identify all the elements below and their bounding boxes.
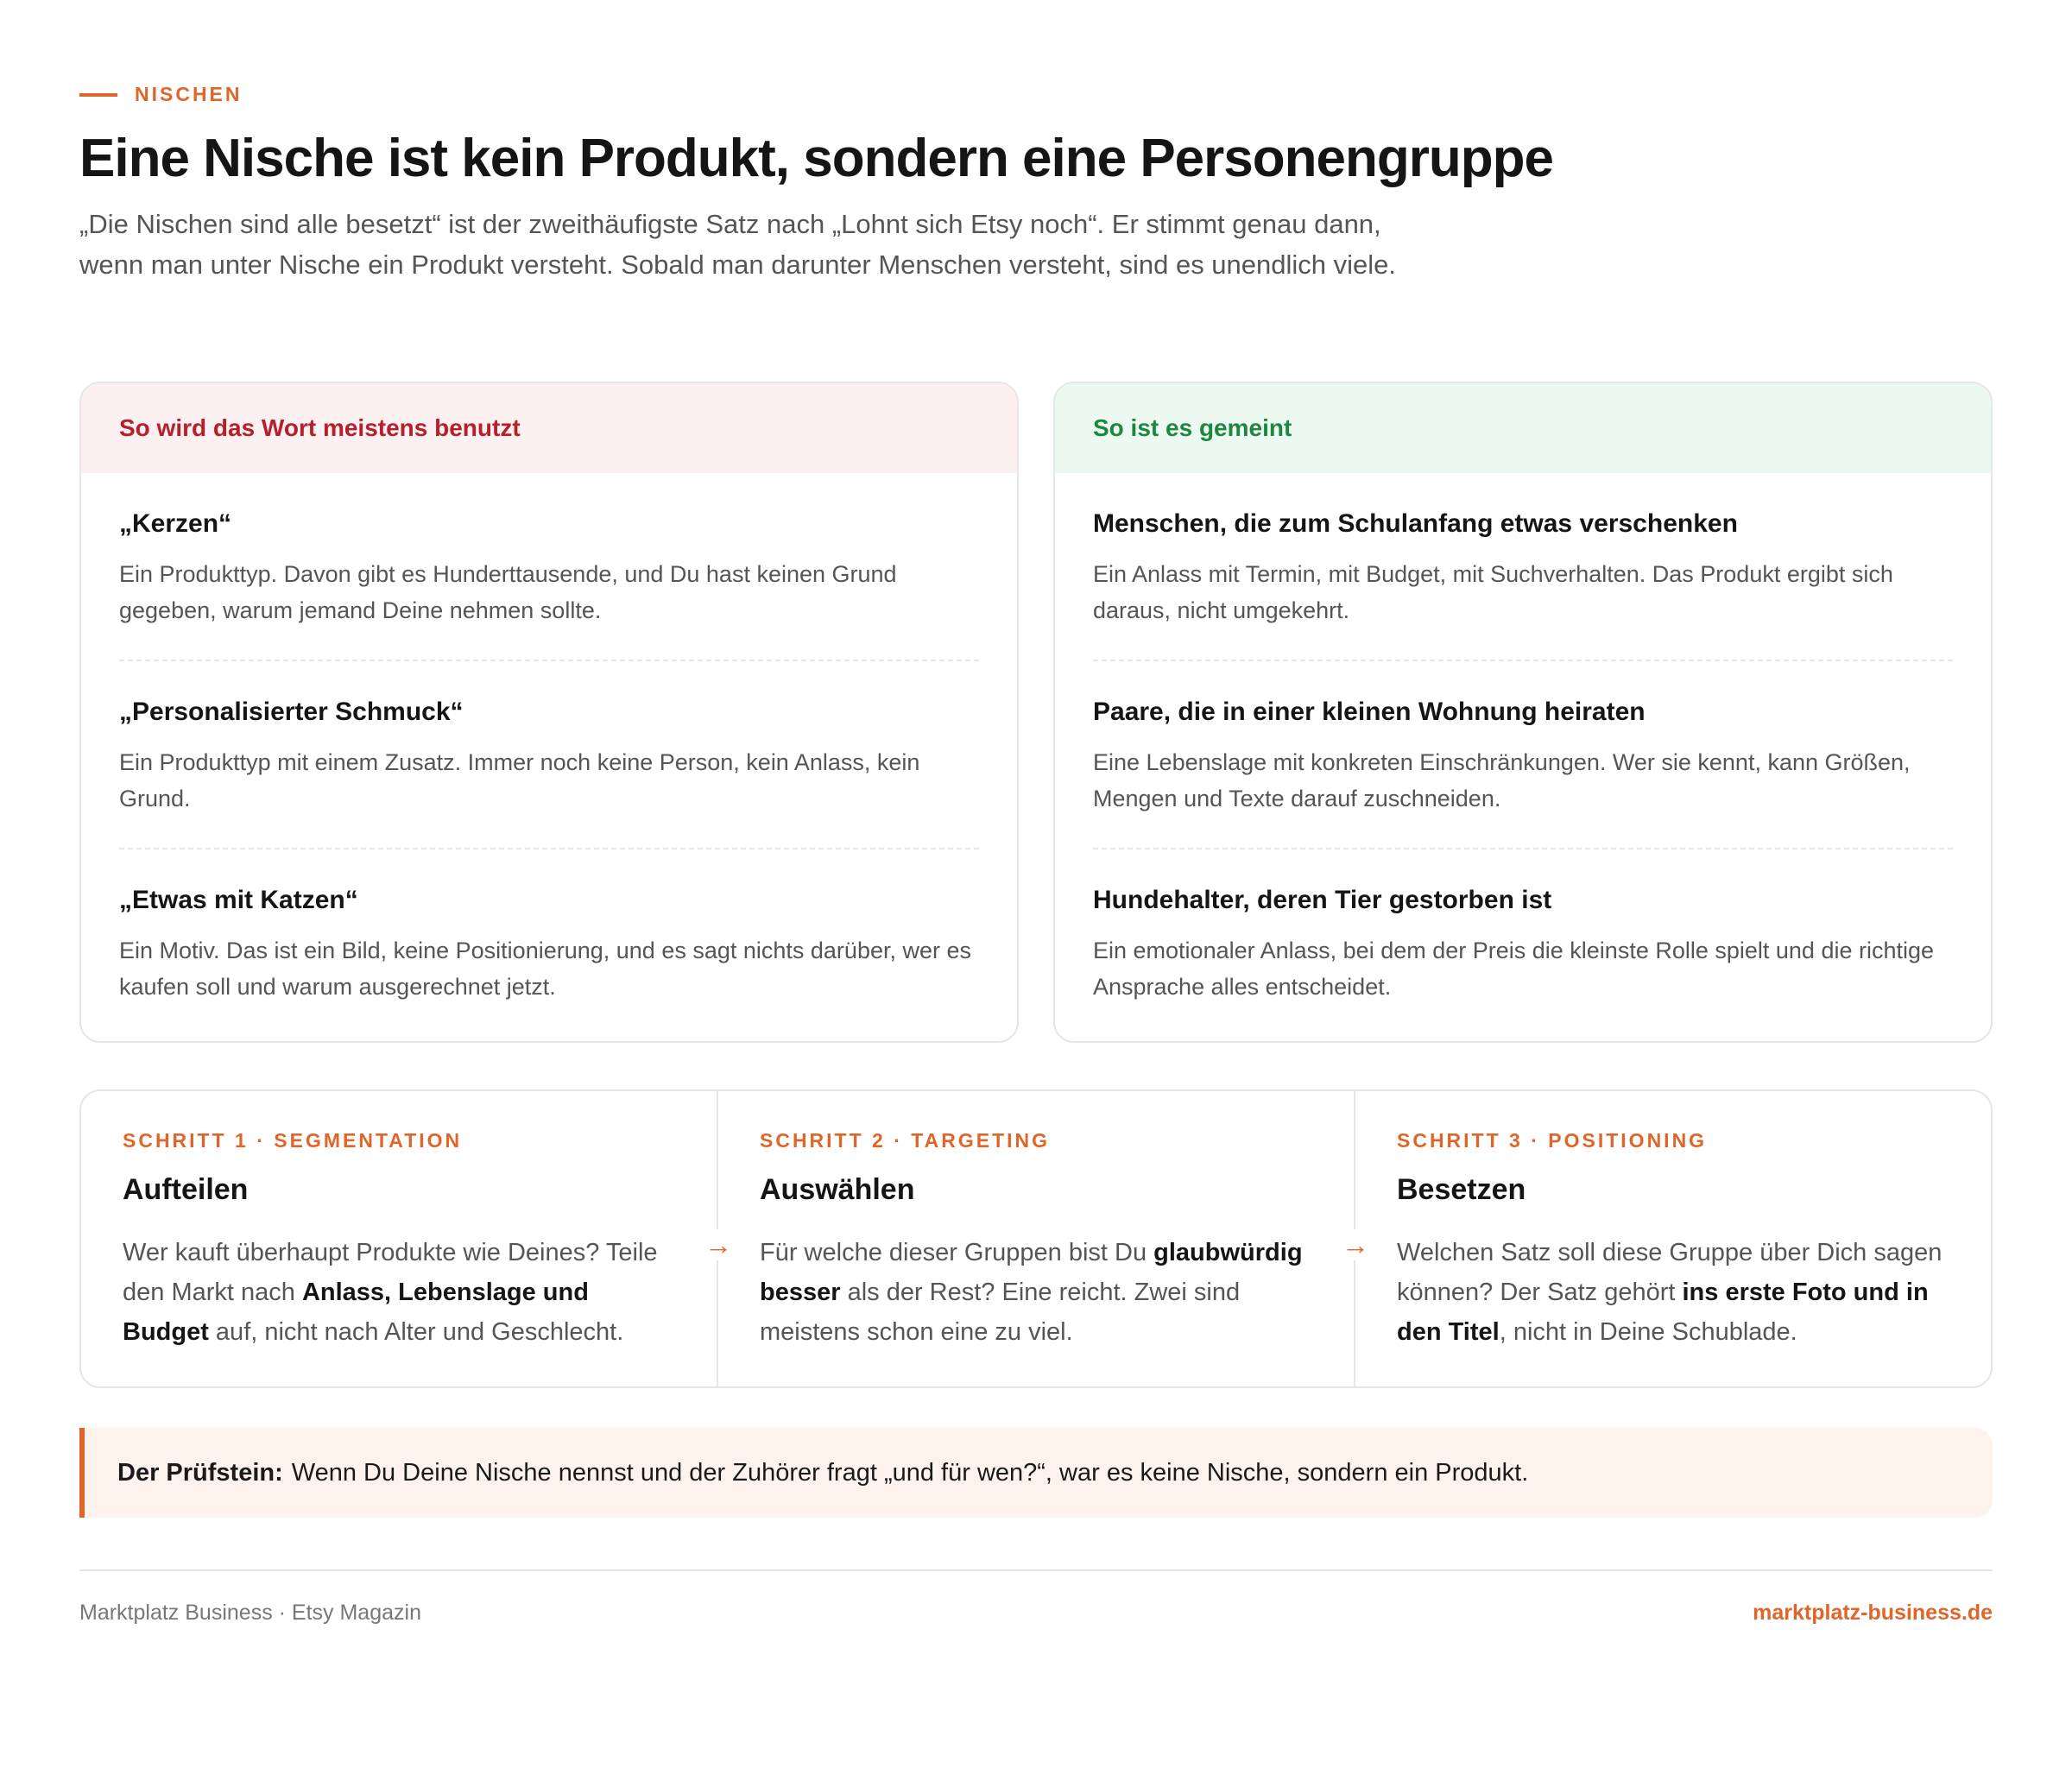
step-eyebrow: SCHRITT 3 · POSITIONING — [1397, 1129, 1708, 1152]
steps-section — [79, 1089, 1993, 1388]
meaning-item-title: Hundehalter, deren Tier gestorben ist — [1093, 886, 1552, 914]
arrow-right-icon: → — [704, 1229, 732, 1260]
step-title: Auswählen — [760, 1173, 915, 1206]
step-title: Besetzen — [1397, 1173, 1526, 1206]
callout-text: Wenn Du Deine Nische nennst und der Zuhörer fragt „und für wen?“, war es keine Nische, sondern ein Produkt. — [291, 1458, 1529, 1487]
step-eyebrow: SCHRITT 1 · SEGMENTATION — [123, 1129, 463, 1152]
misuse-card-heading: So wird das Wort meistens benutzt — [81, 383, 1017, 473]
misuse-item — [119, 661, 979, 849]
callout-label: Der Prüfstein: — [117, 1458, 283, 1487]
misuse-item-text: Ein Motiv. Das ist ein Bild, keine Positionierung, und es sagt nichts darüber, wer es kaufen soll und warum ausgerechnet jetzt. — [119, 938, 972, 1000]
misuse-item-title: „Kerzen“ — [119, 509, 232, 538]
step-eyebrow: SCHRITT 2 · TARGETING — [760, 1129, 1051, 1152]
misuse-item — [119, 473, 979, 661]
step-text: Für welche dieser Gruppen bist Du glaubwürdig besser als der Rest? Eine reicht. Zwei sind meistens schon eine zu viel. — [760, 1239, 1303, 1346]
comparison-section — [79, 382, 1993, 1043]
misuse-card — [79, 382, 1019, 1043]
meaning-item — [1093, 473, 1953, 661]
page-title: Eine Nische ist kein Produkt, sondern eine Personengruppe — [79, 129, 1553, 188]
step-segmentation — [81, 1091, 717, 1386]
arrow-right-icon: → — [1342, 1229, 1369, 1260]
step-targeting — [704, 1091, 1354, 1386]
meaning-card — [1053, 382, 1993, 1043]
misuse-item — [119, 849, 979, 1038]
meaning-item-text: Ein emotionaler Anlass, bei dem der Preis die kleinste Rolle spielt und die richtige Ansprache alles entscheidet. — [1093, 938, 1935, 1000]
meaning-item — [1093, 661, 1953, 849]
step-text: Welchen Satz soll diese Gruppe über Dich sagen können? Der Satz gehört ins erste Foto und in den Titel, nicht in Deine Schublade. — [1397, 1239, 1942, 1346]
misuse-item-text: Ein Produkttyp. Davon gibt es Hunderttausende, und Du hast keinen Grund gegeben, warum jemand Deine nehmen sollte. — [119, 561, 897, 623]
intro-paragraph: „Die Nischen sind alle besetzt“ ist der zweithäufigste Satz nach „Lohnt sich Etsy noch“. Er stimmt genau dann, wenn man unter Nische ein Produkt versteht. Sobald man darunter Menschen versteht, sind es unendlich viele. — [79, 209, 1397, 280]
misuse-item-title: „Personalisierter Schmuck“ — [119, 698, 464, 726]
footer-site-link[interactable]: marktplatz-business.de — [1753, 1601, 1993, 1625]
eyebrow-label: NISCHEN — [135, 83, 243, 105]
meaning-item-title: Paare, die in einer kleinen Wohnung heiraten — [1093, 698, 1646, 726]
misuse-card-body — [81, 473, 1017, 1038]
meaning-item-text: Eine Lebenslage mit konkreten Einschränkungen. Wer sie kennt, kann Größen, Mengen und Texte darauf zuschneiden. — [1093, 749, 1911, 811]
meaning-card-heading: So ist es gemeint — [1055, 383, 1991, 473]
footer — [79, 1569, 1993, 1626]
misuse-item-title: „Etwas mit Katzen“ — [119, 886, 358, 914]
meaning-item — [1093, 849, 1953, 1038]
eyebrow-line — [79, 93, 117, 97]
meaning-card-body — [1055, 473, 1991, 1038]
test-callout — [79, 1428, 1993, 1518]
meaning-item-text: Ein Anlass mit Termin, mit Budget, mit Suchverhalten. Das Produkt ergibt sich daraus, nicht umgekehrt. — [1093, 561, 1893, 623]
meaning-item-title: Menschen, die zum Schulanfang etwas verschenken — [1093, 509, 1738, 538]
step-positioning — [1342, 1091, 1991, 1386]
footer-publication: Marktplatz Business · Etsy Magazin — [79, 1601, 421, 1625]
step-title: Aufteilen — [123, 1173, 249, 1206]
step-text: Wer kauft überhaupt Produkte wie Deines? Teile den Markt nach Anlass, Lebenslage und Budget auf, nicht nach Alter und Geschlecht. — [123, 1239, 658, 1346]
section-eyebrow — [79, 83, 243, 106]
misuse-item-text: Ein Produkttyp mit einem Zusatz. Immer noch keine Person, kein Anlass, kein Grund. — [119, 749, 920, 811]
